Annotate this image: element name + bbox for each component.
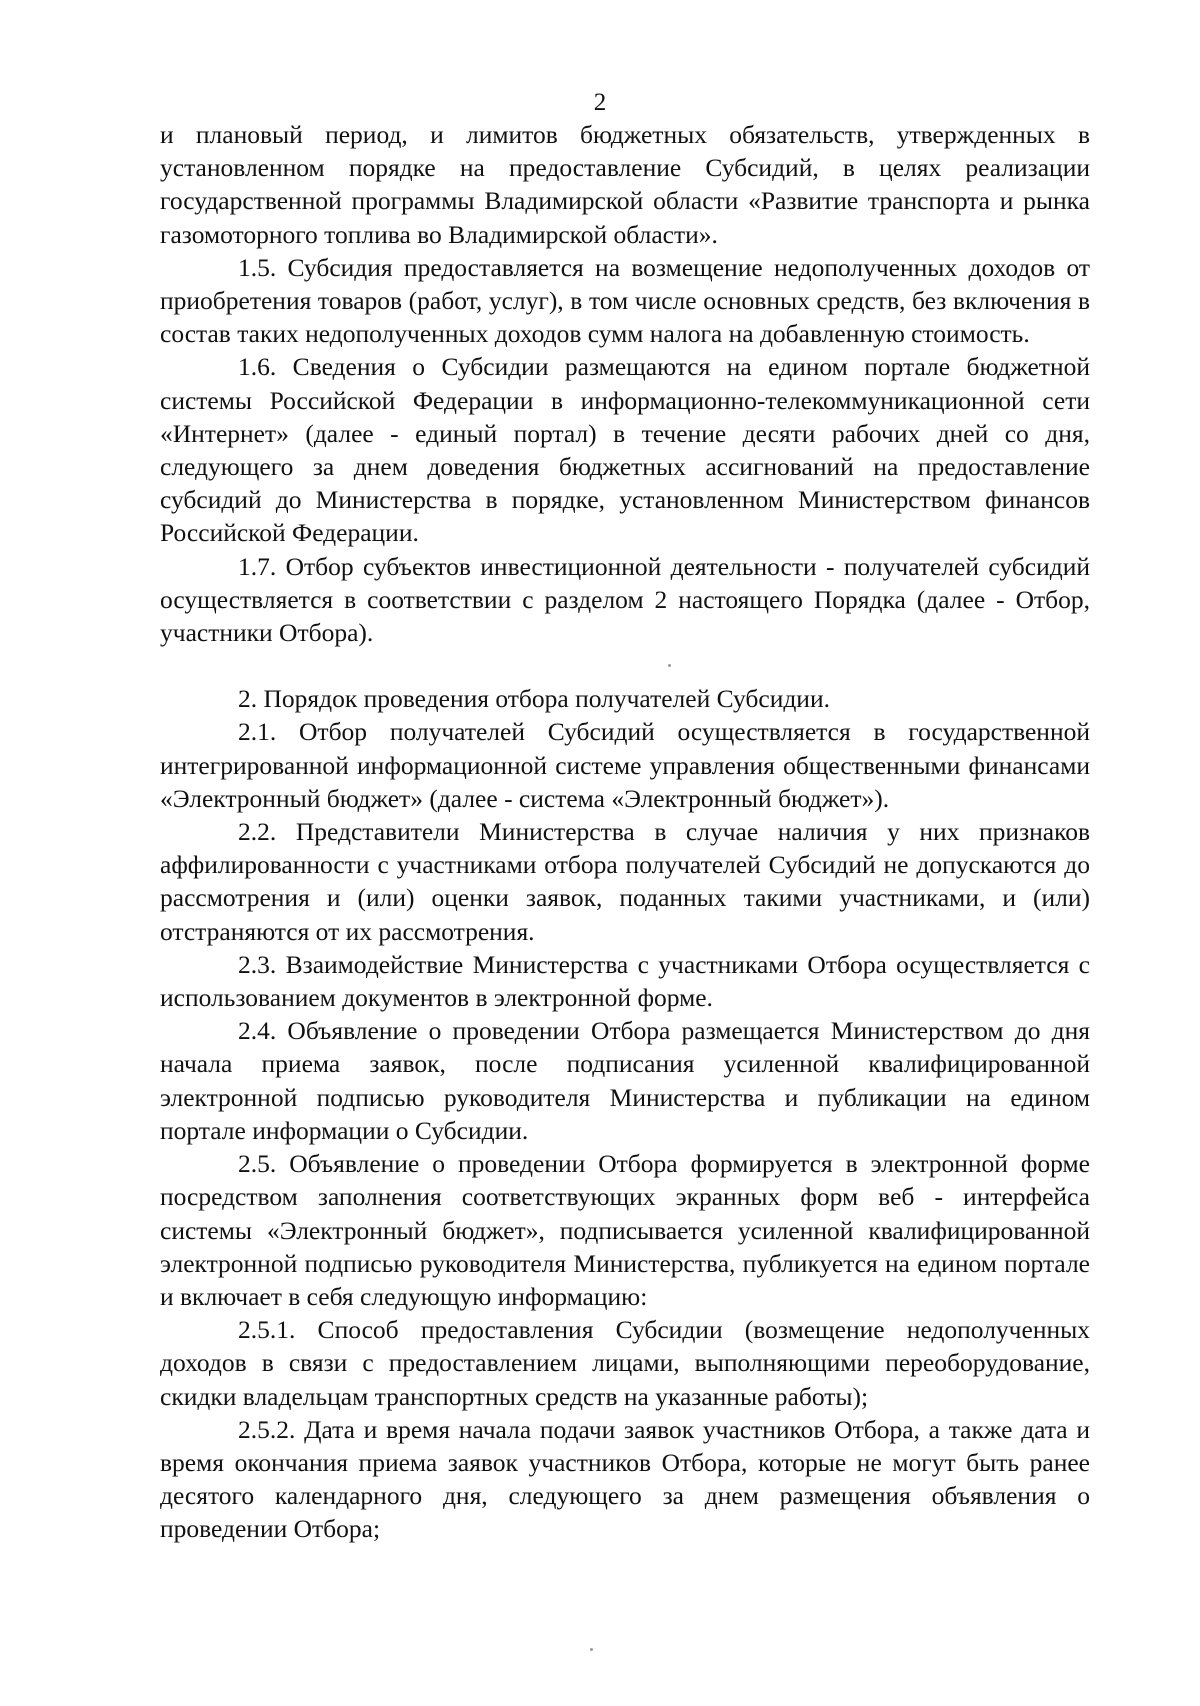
paragraph-2-1: 2.1. Отбор получателей Субсидий осуществляется в государственной интегрированной информационной системе управления общественными финансами «Электронный бюджет» (далее - система «Электронный бюджет»). [160,717,1090,813]
paragraph-continuation: и плановый период, и лимитов бюджетных обязательств, утвержденных в установленном порядке на предоставление Субсидий, в целях реализации государственной программы Владимирской области «Развитие транспорта и рынка газомоторного топлива во Владимирской области». [160,120,1090,249]
scan-speck [668,664,671,667]
paragraph-2-5: 2.5. Объявление о проведении Отбора формируется в электронной форме посредством заполнения соответствующих экранных форм веб - интерфейса системы «Электронный бюджет», подписывается усиленной квалифицированной электронной подписью руководителя Министерства, публикуется на едином портале и включает в себя следующую информацию: [160,1149,1090,1311]
paragraph-2-3: 2.3. Взаимодействие Министерства с участниками Отбора осуществляется с использованием документов в электронной форме. [160,949,1090,1013]
paragraph-2-4: 2.4. Объявление о проведении Отбора размещается Министерством до дня начала приема заявок, после подписания усиленной квалифицированной электронной подписью руководителя Министерства и публикации на едином портале информации о Субсидии. [160,1016,1090,1145]
paragraph-2-5-1: 2.5.1. Способ предоставления Субсидии (возмещение недополученных доходов в связи с предоставлением лицами, выполняющими переоборудование, скидки владельцам транспортных средств на указанные работы); [160,1315,1090,1411]
paragraph-1-6: 1.6. Сведения о Субсидии размещаются на едином портале бюджетной системы Российской Федерации в информационно-телекоммуникационной сети «Интернет» (далее - единый портал) в течение десяти рабочих дней со дня, следующего за днем доведения бюджетных ассигнований на предоставление субсидий до Министерства в порядке, установленном Министерством финансов Российской Федерации. [160,352,1090,548]
scan-speck [590,1648,593,1651]
paragraph-2-5-2: 2.5.2. Дата и время начала подачи заявок участников Отбора, а также дата и время окончания приема заявок участников Отбора, которые не могут быть ранее десятого календарного дня, следующего за днем размещения объявления о проведении Отбора; [160,1414,1090,1544]
section-2-heading: 2. Порядок проведения отбора получателей Субсидии. [238,684,830,714]
paragraph-2-2: 2.2. Представители Министерства в случае наличия у них признаков аффилированности с участниками отбора получателей Субсидий не допускаются до рассмотрения и (или) оценки заявок, поданных такими участниками, и (или) отстраняются от их рассмотрения. [160,817,1090,946]
paragraph-1-5: 1.5. Субсидия предоставляется на возмещение недополученных доходов от приобретения товаров (работ, услуг), в том числе основных средств, без включения в состав таких недополученных доходов сумм налога на добавленную стоимость. [160,252,1090,349]
page-number: 2 [593,89,607,116]
document-body [160,118,1090,1546]
paragraph-1-7: 1.7. Отбор субъектов инвестиционной деятельности - получателей субсидий осуществляется в соответствии с разделом 2 настоящего Порядка (далее - Отбор, участники Отбора). [160,551,1090,648]
